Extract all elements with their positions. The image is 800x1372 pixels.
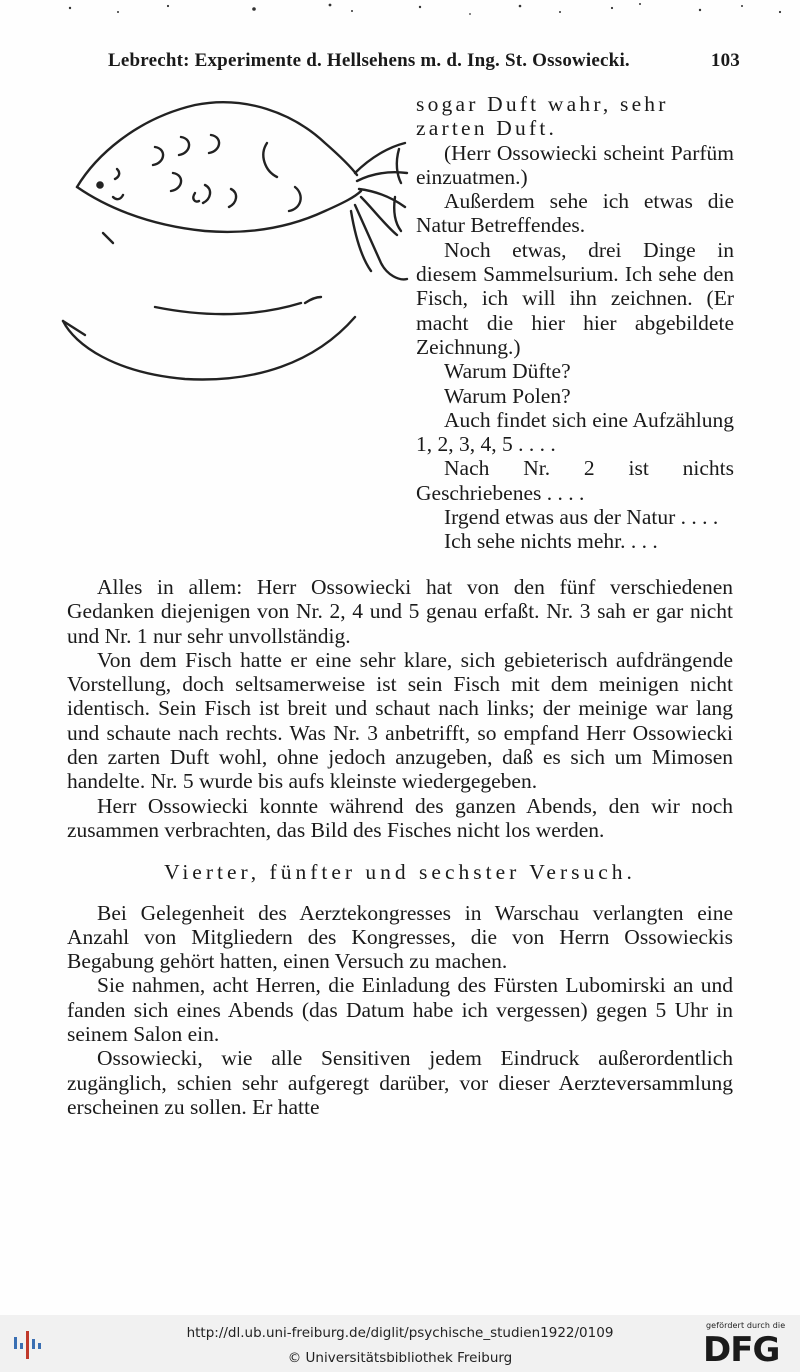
body-paragraph: Sie nahmen, acht Herren, die Einladung des Fürsten Lubomirski an und fanden sich eines Abends (das Datum habe ich vergessen) gegen 5 Uhr in seinem Salon ein. [67, 973, 733, 1047]
rcol-line-1: sogar Duft wahr, sehr [416, 92, 669, 116]
right-text-column [416, 92, 734, 554]
copyright-notice: © Universitätsbibliothek Freiburg [287, 1350, 513, 1366]
rcol-paragraph: (Herr Ossowiecki scheint Parfüm einzuatmen.) [416, 140, 734, 189]
page-number: 103 [710, 50, 740, 71]
fish-drawing [55, 85, 415, 395]
rcol-paragraph: Außerdem sehe ich etwas die Natur Betreffendes. [416, 189, 734, 238]
rcol-paragraph: Irgend etwas aus der Natur . . . . [444, 505, 719, 530]
rcol-paragraph: Noch etwas, drei Dinge in diesem Sammelsurium. Ich sehe den Fisch, ich will ihn zeichnen. (Er macht die hier hier abgebildete Zeichnung.) [416, 237, 734, 359]
running-header [108, 50, 740, 72]
permalink-url[interactable]: http://dl.ub.uni-freiburg.de/diglit/psychische_studien1922/0109 [186, 1325, 614, 1341]
scan-specks [0, 0, 800, 30]
dfg-caption: gefördert durch die [706, 1321, 786, 1330]
section-heading: Vierter, fünfter und sechster Versuch. [164, 860, 636, 885]
body-paragraph: Alles in allem: Herr Ossowiecki hat von den fünf verschiedenen Gedanken diejenigen von Nr. 2, 4 und 5 genau erfaßt. Nr. 3 sah er gar nicht und Nr. 1 nur sehr unvollständig. [67, 575, 733, 648]
viewer-footer [0, 1315, 800, 1372]
running-title: Lebrecht: Experimente d. Hellsehens m. d. Ing. St. Ossowiecki. [108, 50, 630, 71]
rcol-paragraph: Auch findet sich eine Aufzählung 1, 2, 3, 4, 5 . . . . [416, 407, 734, 457]
body-paragraph: Von dem Fisch hatte er eine sehr klare, sich gebieterisch aufdrängende Vorstellung, doch seltsamerweise ist sein Fisch mit dem meinigen nicht identisch. Sein Fisch ist breit und schaut nach links; der meinige war lang und schaute nach rechts. Was Nr. 3 anbetrifft, so empfand Herr Ossowiecki den zarten Duft wohl, ohne jedoch anzugeben, daß es sich um Mimosen handelte. Nr. 5 wurde bis aufs kleinste wiedergegeben. [67, 647, 733, 794]
rcol-paragraph: Nach Nr. 2 ist nichts Geschriebenes . . . . [416, 456, 734, 505]
body-paragraph: Herr Ossowiecki konnte während des ganzen Abends, den wir noch zusammen verbrachten, das Bild des Fisches nicht los werden. [67, 793, 733, 842]
rcol-paragraph: Warum Düfte? [444, 359, 571, 384]
rcol-line-2: zarten Duft. [416, 116, 558, 141]
rcol-paragraph: Ich sehe nichts mehr. . . . [444, 529, 658, 554]
body-paragraph: Ossowiecki, wie alle Sensitiven jedem Eindruck außerordentlich zugänglich, schien sehr aufgeregt darüber, vor dieser Aerzteversammlung erscheinen zu sollen. Er hatte [67, 1046, 733, 1119]
main-text [67, 575, 733, 1119]
rcol-paragraph: Warum Polen? [444, 383, 571, 408]
dfg-logo: DFG [703, 1330, 780, 1370]
body-paragraph: Bei Gelegenheit des Aerztekongresses in Warschau verlangten eine Anzahl von Mitgliedern des Kongresses, die von Herrn Ossowieckis Begabung gehört hatten, einen Versuch zu machen. [67, 900, 733, 974]
